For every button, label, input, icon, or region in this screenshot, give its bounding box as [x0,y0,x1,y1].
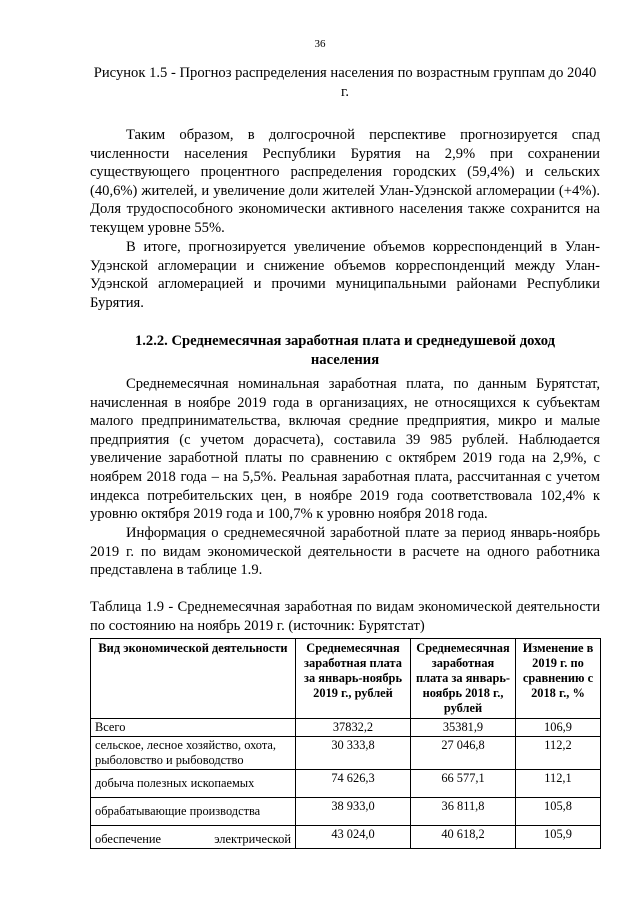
cell-activity: сельское, лесное хозяйство, охота, рыболовство и рыбоводство [91,737,296,770]
cell-activity: добыча полезных ископаемых [91,770,296,798]
paragraph-table-reference: Информация о среднемесячной заработной плате за период январь-ноябрь 2019 г. по видам экономической деятельности в расчете на одного работника представлена в таблице 1.9. [90,525,600,579]
cell-salary-2018: 66 577,1 [411,770,516,798]
table-row [91,798,601,826]
header-salary-2019: Среднемесячная заработная плата за январь-ноябрь 2019 г., рублей [296,639,411,719]
cell-salary-2019: 37832,2 [296,719,411,737]
cell-change: 105,9 [516,826,601,849]
table-header-row [91,639,601,719]
cell-salary-2018: 27 046,8 [411,737,516,770]
table-caption: Таблица 1.9 - Среднемесячная заработная по видам экономической деятельности по состоянию на ноябрь 2019 г. (источник: Бурятстат) [90,599,600,634]
paragraph-average-salary: Среднемесячная номинальная заработная плата, по данным Бурятстат, начисленная в ноябре 2019 года в организациях, не относящихся к субъектам малого предпринимательства, включая средние предприятия, микро и малые предприятия (с учетом дорасчета), составила 39 985 рублей. Наблюдается увеличение заработной платы по сравнению с октябрем 2019 года на 2,9%, с ноябрем 2018 года – на 5,5%. Реальная заработная плата, рассчитанная с учетом индекса потребительских цен, в ноябре 2019 года соответствовала 102,4% к уровню октября 2019 года и 100,7% к уровню ноября 2018 года. [90,376,600,523]
table-row [91,737,601,770]
cell-change: 105,8 [516,798,601,826]
cell-salary-2019: 30 333,8 [296,737,411,770]
cell-activity: обрабатывающие производства [91,798,296,826]
table-row [91,770,601,798]
cell-activity: обеспечение электрической [91,826,296,849]
header-change: Изменение в 2019 г. по сравнению с 2018 г., % [516,639,601,719]
table-row [91,719,601,737]
table-row [91,826,601,849]
cell-change: 106,9 [516,719,601,737]
header-activity: Вид экономической деятельности [91,639,296,719]
cell-salary-2019: 43 024,0 [296,826,411,849]
cell-salary-2018: 35381,9 [411,719,516,737]
cell-activity: Всего [91,719,296,737]
cell-change: 112,1 [516,770,601,798]
cell-change: 112,2 [516,737,601,770]
header-salary-2018: Среднемесячная заработная плата за январь-ноябрь 2018 г., рублей [411,639,516,719]
cell-salary-2019: 74 626,3 [296,770,411,798]
cell-salary-2018: 40 618,2 [411,826,516,849]
figure-caption: Рисунок 1.5 - Прогноз распределения населения по возрастным группам до 2040 г. [93,65,597,100]
cell-salary-2019: 38 933,0 [296,798,411,826]
section-heading: 1.2.2. Среднемесячная заработная плата и среднедушевой доход населения [134,333,556,368]
salary-table [90,638,601,849]
paragraph-population-forecast: Таким образом, в долгосрочной перспективе прогнозируется спад численности населения Республики Бурятия на 2,9% при сохранении существующего процентного распределения городских (59,4%) и сельских (40,6%) жителей, и увеличение доли жителей Улан-Удэнской агломерации (+4%). Доля трудоспособного экономически активного населения также сохранится на текущем уровне 55%. [90,127,600,236]
paragraph-correspondence-forecast: В итоге, прогнозируется увеличение объемов корреспонденций в Улан-Удэнской агломерации и снижение объемов корреспонденций между Улан-Удэнской агломерацией и прочими муниципальными районами Республики Бурятия. [90,239,600,311]
cell-salary-2018: 36 811,8 [411,798,516,826]
page-number: 36 [314,38,326,50]
